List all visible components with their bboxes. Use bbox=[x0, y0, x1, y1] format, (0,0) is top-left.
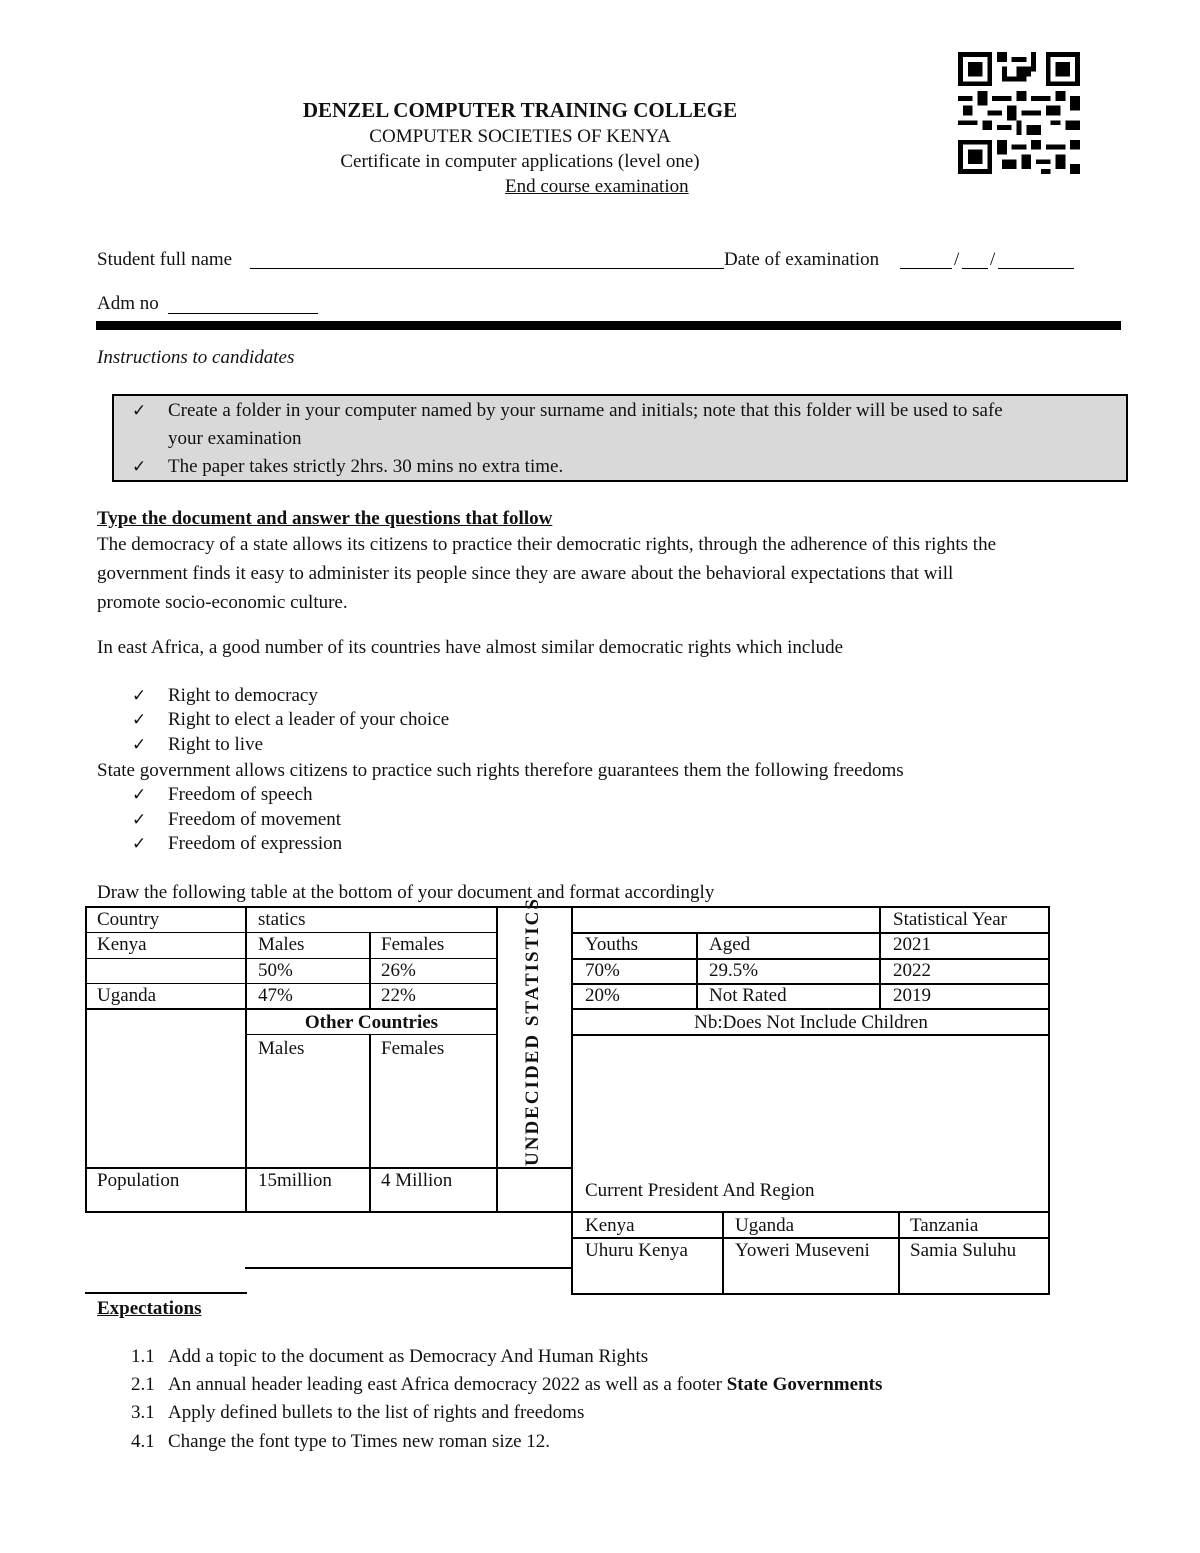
expectation-text: Add a topic to the document as Democracy And Human Rights bbox=[168, 1346, 649, 1367]
expectation-text: An annual header leading east Africa democracy 2022 as well as a footer bbox=[168, 1374, 727, 1395]
right-item: Right to democracy bbox=[168, 685, 318, 706]
expectation-item bbox=[168, 1374, 882, 1396]
check-icon: ✓ bbox=[132, 686, 147, 706]
cell-kenya: Kenya bbox=[97, 934, 147, 955]
cell-population: Population bbox=[97, 1170, 180, 1191]
cell-president-kenya: Uhuru Kenya bbox=[585, 1240, 688, 1261]
college-title: DENZEL COMPUTER TRAINING COLLEGE bbox=[302, 98, 738, 122]
cell-president-tanzania: Samia Suluhu bbox=[910, 1240, 1017, 1261]
check-icon: ✓ bbox=[132, 785, 147, 805]
check-icon: ✓ bbox=[132, 401, 147, 421]
society-title: COMPUTER SOCIETIES OF KENYA bbox=[369, 126, 671, 147]
date-slash: / bbox=[990, 249, 996, 270]
paragraph-1 bbox=[97, 530, 1117, 617]
cell-not-rated: Not Rated bbox=[709, 985, 787, 1006]
cell-president-uganda: Yoweri Museveni bbox=[735, 1240, 870, 1261]
cell-females-2: Females bbox=[381, 1038, 445, 1059]
task-heading: Type the document and answer the questions that follow bbox=[97, 508, 553, 529]
cell-nb: Nb:Does Not Include Children bbox=[694, 1012, 928, 1033]
cell-year-2022: 2022 bbox=[893, 960, 931, 981]
paragraph-3: State government allows citizens to practice such rights therefore guarantees them the following freedoms bbox=[97, 760, 904, 781]
check-icon: ✓ bbox=[132, 834, 147, 854]
paragraph-line: government finds it easy to administer its people since they are aware about the behavioral expectations that will bbox=[97, 563, 954, 584]
date-year-field[interactable] bbox=[998, 268, 1074, 269]
cell-region-kenya: Kenya bbox=[585, 1215, 635, 1236]
paragraph-line: The democracy of a state allows its citizens to practice their democratic rights, through the adherence of this rights the bbox=[97, 534, 997, 555]
exam-date-label: Date of examination bbox=[724, 249, 880, 270]
cell-year-2019: 2019 bbox=[893, 985, 931, 1006]
instruction-item: your examination bbox=[168, 428, 302, 449]
freedom-item: Freedom of speech bbox=[168, 784, 313, 805]
exam-title: End course examination bbox=[505, 176, 689, 197]
right-item: Right to elect a leader of your choice bbox=[168, 709, 450, 730]
student-name-label: Student full name bbox=[97, 249, 233, 270]
freedom-item: Freedom of movement bbox=[168, 809, 342, 830]
divider bbox=[96, 321, 1121, 330]
expectation-text: Apply defined bullets to the list of rights and freedoms bbox=[168, 1402, 585, 1423]
expectation-number: 4.1 bbox=[131, 1431, 155, 1452]
cell-region-tanzania: Tanzania bbox=[910, 1215, 979, 1236]
check-icon: ✓ bbox=[132, 457, 147, 477]
qr-code bbox=[958, 52, 1080, 174]
cell-pop-15m: 15million bbox=[258, 1170, 332, 1191]
cell-region-uganda: Uganda bbox=[735, 1215, 795, 1236]
cell-other-countries: Other Countries bbox=[304, 1012, 439, 1033]
adm-no-field[interactable] bbox=[168, 313, 318, 314]
cell-males-2: Males bbox=[258, 1038, 305, 1059]
instruction-item: The paper takes strictly 2hrs. 30 mins no extra time. bbox=[168, 456, 564, 477]
cell-uganda: Uganda bbox=[97, 985, 157, 1006]
date-day-field[interactable] bbox=[900, 268, 952, 269]
check-icon: ✓ bbox=[132, 810, 147, 830]
adm-no-label: Adm no bbox=[97, 293, 159, 314]
expectation-number: 2.1 bbox=[131, 1374, 155, 1395]
paragraph-2: In east Africa, a good number of its countries have almost similar democratic rights which include bbox=[97, 637, 844, 658]
cell-20: 20% bbox=[585, 985, 620, 1006]
cell-stat-year: Statistical Year bbox=[893, 909, 1007, 930]
student-name-field[interactable] bbox=[250, 268, 724, 269]
expectation-number: 3.1 bbox=[131, 1402, 155, 1423]
check-icon: ✓ bbox=[132, 710, 147, 730]
cell-50: 50% bbox=[258, 960, 293, 981]
cell-youths: Youths bbox=[585, 934, 638, 955]
instruction-item: Create a folder in your computer named by your surname and initials; note that this folder will be used to safe bbox=[168, 400, 1003, 421]
cell-year-2021: 2021 bbox=[893, 934, 931, 955]
certificate-title: Certificate in computer applications (level one) bbox=[340, 151, 700, 172]
cell-president-region: Current President And Region bbox=[585, 1180, 815, 1201]
cell-males: Males bbox=[258, 934, 305, 955]
paragraph-line: promote socio-economic culture. bbox=[97, 592, 348, 613]
date-slash: / bbox=[954, 249, 960, 270]
cell-70: 70% bbox=[585, 960, 620, 981]
expectation-bold: State Governments bbox=[726, 1374, 883, 1395]
instructions-heading: Instructions to candidates bbox=[97, 347, 295, 368]
right-item: Right to live bbox=[168, 734, 263, 755]
cell-26: 26% bbox=[381, 960, 416, 981]
check-icon: ✓ bbox=[132, 735, 147, 755]
cell-pop-4m: 4 Million bbox=[381, 1170, 453, 1191]
cell-47: 47% bbox=[258, 985, 293, 1006]
cell-295: 29.5% bbox=[709, 960, 759, 981]
expectations-heading: Expectations bbox=[97, 1298, 202, 1319]
date-month-field[interactable] bbox=[962, 268, 988, 269]
cell-females: Females bbox=[381, 934, 445, 955]
cell-statics: statics bbox=[258, 909, 306, 930]
expectation-number: 1.1 bbox=[131, 1346, 155, 1367]
table-intro: Draw the following table at the bottom of your document and format accordingly bbox=[97, 882, 715, 903]
cell-country: Country bbox=[97, 909, 160, 930]
vertical-undecided-statistics: UNDECIDED STATISTICS bbox=[522, 897, 543, 1166]
cell-aged: Aged bbox=[709, 934, 751, 955]
freedom-item: Freedom of expression bbox=[168, 833, 343, 854]
expectation-text: Change the font type to Times new roman size 12. bbox=[168, 1431, 551, 1452]
cell-22: 22% bbox=[381, 985, 416, 1006]
